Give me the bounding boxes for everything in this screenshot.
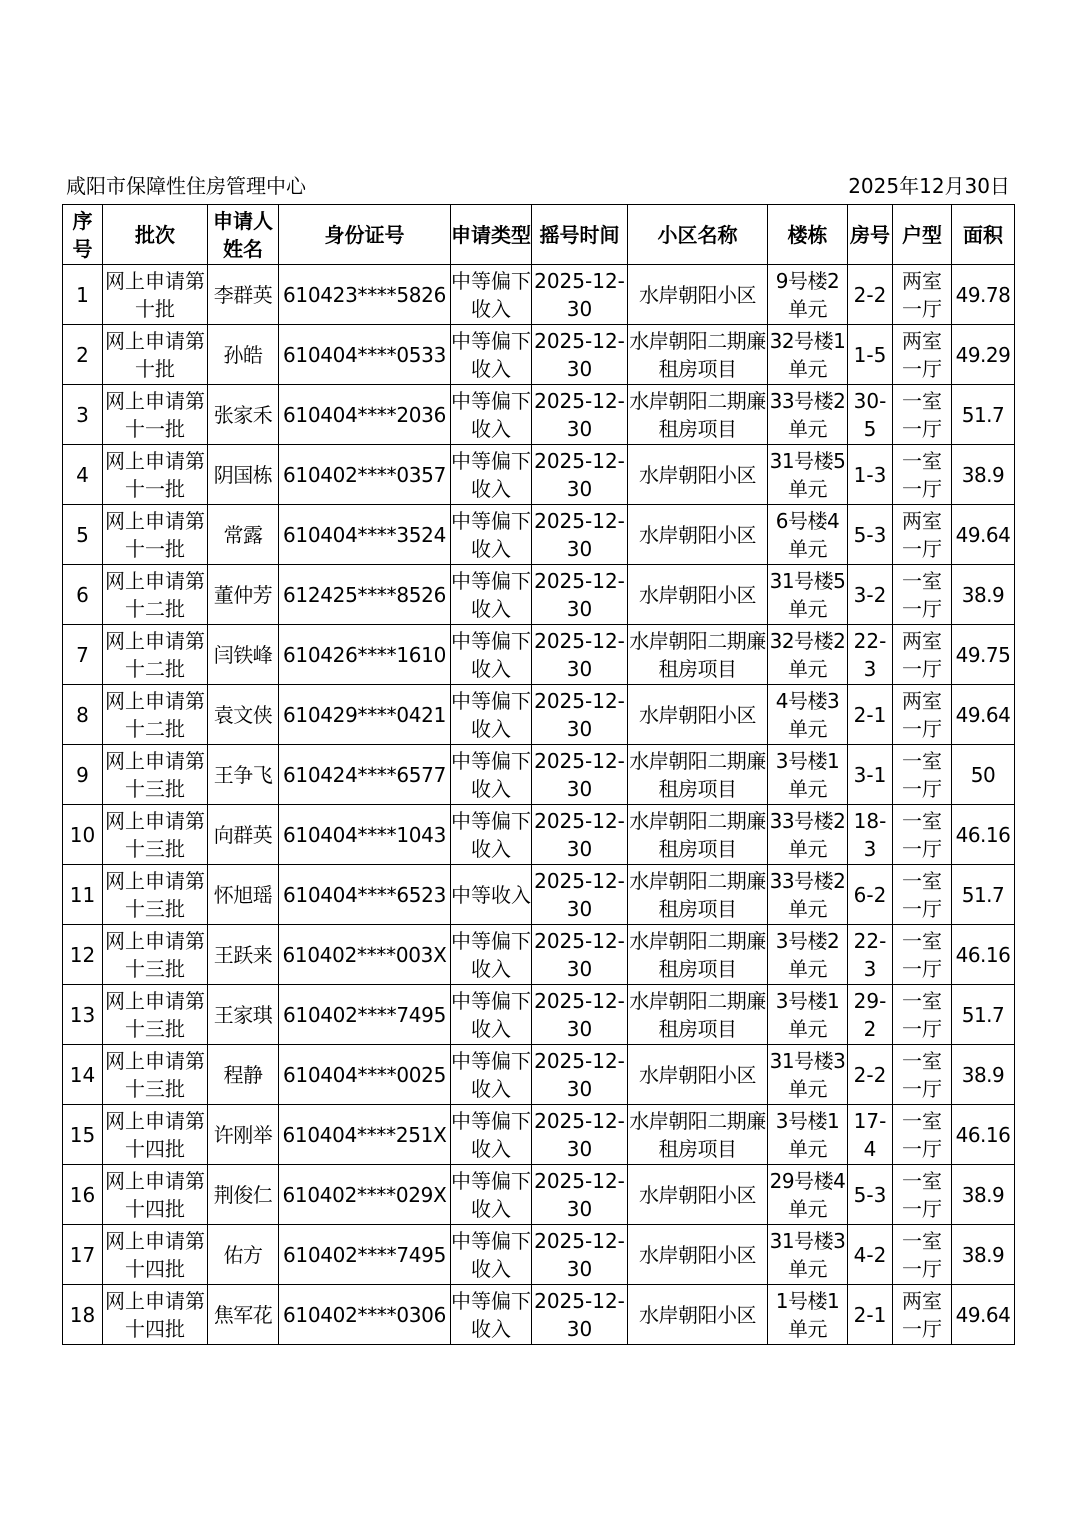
cell-layout: 一室一厅 — [893, 1165, 952, 1225]
cell-applicant: 张家禾 — [208, 385, 279, 445]
cell-applicant: 怀旭瑶 — [208, 865, 279, 925]
cell-room: 5-3 — [848, 1165, 893, 1225]
cell-room: 1-3 — [848, 445, 893, 505]
cell-batch: 网上申请第十三批 — [103, 865, 208, 925]
cell-lottery-time: 2025-12-30 — [532, 925, 628, 985]
table-row — [63, 445, 1015, 505]
cell-seq: 1 — [63, 265, 103, 325]
cell-apply-type: 中等偏下收入 — [451, 745, 532, 805]
cell-seq: 7 — [63, 625, 103, 685]
cell-lottery-time: 2025-12-30 — [532, 1105, 628, 1165]
cell-id-number: 610429****0421 — [279, 685, 451, 745]
cell-id-number: 610402****0357 — [279, 445, 451, 505]
cell-area: 49.29 — [952, 325, 1015, 385]
column-header-community: 小区名称 — [628, 205, 768, 265]
table-row — [63, 1105, 1015, 1165]
cell-building: 32号楼1单元 — [768, 325, 848, 385]
cell-applicant: 焦军花 — [208, 1285, 279, 1345]
cell-applicant: 常露 — [208, 505, 279, 565]
cell-seq: 10 — [63, 805, 103, 865]
cell-applicant: 王跃来 — [208, 925, 279, 985]
table-body — [63, 265, 1015, 1345]
cell-apply-type: 中等偏下收入 — [451, 1225, 532, 1285]
cell-lottery-time: 2025-12-30 — [532, 565, 628, 625]
column-header-area: 面积 — [952, 205, 1015, 265]
cell-id-number: 610404****0025 — [279, 1045, 451, 1105]
cell-community: 水岸朝阳二期廉租房项目 — [628, 625, 768, 685]
cell-applicant: 阴国栋 — [208, 445, 279, 505]
cell-apply-type: 中等偏下收入 — [451, 1165, 532, 1225]
cell-layout: 两室一厅 — [893, 325, 952, 385]
table-header-row — [63, 205, 1015, 265]
cell-layout: 一室一厅 — [893, 565, 952, 625]
cell-area: 50 — [952, 745, 1015, 805]
cell-id-number: 610404****0533 — [279, 325, 451, 385]
column-header-apply-type: 申请类型 — [451, 205, 532, 265]
cell-id-number: 610426****1610 — [279, 625, 451, 685]
table-row — [63, 865, 1015, 925]
cell-room: 18-3 — [848, 805, 893, 865]
cell-layout: 一室一厅 — [893, 1045, 952, 1105]
cell-batch: 网上申请第十三批 — [103, 745, 208, 805]
cell-lottery-time: 2025-12-30 — [532, 985, 628, 1045]
cell-seq: 6 — [63, 565, 103, 625]
column-header-building: 楼栋 — [768, 205, 848, 265]
cell-layout: 一室一厅 — [893, 865, 952, 925]
cell-id-number: 610402****0306 — [279, 1285, 451, 1345]
cell-building: 31号楼3单元 — [768, 1045, 848, 1105]
cell-apply-type: 中等收入 — [451, 865, 532, 925]
cell-batch: 网上申请第十四批 — [103, 1105, 208, 1165]
cell-area: 51.7 — [952, 385, 1015, 445]
cell-room: 2-1 — [848, 1285, 893, 1345]
housing-allocation-table — [62, 204, 1015, 1345]
cell-applicant: 闫铁峰 — [208, 625, 279, 685]
cell-community: 水岸朝阳二期廉租房项目 — [628, 745, 768, 805]
cell-community: 水岸朝阳二期廉租房项目 — [628, 985, 768, 1045]
cell-community: 水岸朝阳小区 — [628, 265, 768, 325]
table-row — [63, 325, 1015, 385]
cell-layout: 一室一厅 — [893, 445, 952, 505]
cell-lottery-time: 2025-12-30 — [532, 745, 628, 805]
table-row — [63, 1045, 1015, 1105]
cell-id-number: 610404****2036 — [279, 385, 451, 445]
cell-building: 32号楼2单元 — [768, 625, 848, 685]
cell-room: 5-3 — [848, 505, 893, 565]
cell-community: 水岸朝阳小区 — [628, 445, 768, 505]
cell-applicant: 孙皓 — [208, 325, 279, 385]
column-header-room: 房号 — [848, 205, 893, 265]
cell-lottery-time: 2025-12-30 — [532, 385, 628, 445]
cell-apply-type: 中等偏下收入 — [451, 1045, 532, 1105]
cell-room: 30-5 — [848, 385, 893, 445]
cell-id-number: 610404****1043 — [279, 805, 451, 865]
cell-id-number: 610404****251X — [279, 1105, 451, 1165]
cell-seq: 9 — [63, 745, 103, 805]
cell-area: 49.64 — [952, 1285, 1015, 1345]
cell-batch: 网上申请第十四批 — [103, 1165, 208, 1225]
cell-applicant: 程静 — [208, 1045, 279, 1105]
cell-lottery-time: 2025-12-30 — [532, 325, 628, 385]
cell-applicant: 佑方 — [208, 1225, 279, 1285]
cell-area: 38.9 — [952, 445, 1015, 505]
cell-room: 22-3 — [848, 625, 893, 685]
cell-community: 水岸朝阳二期廉租房项目 — [628, 805, 768, 865]
cell-layout: 一室一厅 — [893, 805, 952, 865]
cell-apply-type: 中等偏下收入 — [451, 925, 532, 985]
cell-batch: 网上申请第十三批 — [103, 925, 208, 985]
table-row — [63, 685, 1015, 745]
cell-lottery-time: 2025-12-30 — [532, 1165, 628, 1225]
cell-id-number: 610402****7495 — [279, 1225, 451, 1285]
cell-id-number: 610424****6577 — [279, 745, 451, 805]
cell-community: 水岸朝阳小区 — [628, 1165, 768, 1225]
cell-seq: 17 — [63, 1225, 103, 1285]
cell-batch: 网上申请第十批 — [103, 325, 208, 385]
cell-lottery-time: 2025-12-30 — [532, 805, 628, 865]
cell-area: 49.64 — [952, 685, 1015, 745]
cell-area: 38.9 — [952, 565, 1015, 625]
table-row — [63, 805, 1015, 865]
cell-apply-type: 中等偏下收入 — [451, 445, 532, 505]
cell-applicant: 向群英 — [208, 805, 279, 865]
cell-applicant: 李群英 — [208, 265, 279, 325]
cell-applicant: 王争飞 — [208, 745, 279, 805]
cell-building: 3号楼1单元 — [768, 745, 848, 805]
cell-community: 水岸朝阳小区 — [628, 565, 768, 625]
cell-building: 3号楼1单元 — [768, 1105, 848, 1165]
cell-community: 水岸朝阳小区 — [628, 685, 768, 745]
table-row — [63, 505, 1015, 565]
column-header-id-number: 身份证号 — [279, 205, 451, 265]
cell-batch: 网上申请第十四批 — [103, 1225, 208, 1285]
table-row — [63, 1285, 1015, 1345]
cell-apply-type: 中等偏下收入 — [451, 325, 532, 385]
cell-community: 水岸朝阳小区 — [628, 1225, 768, 1285]
cell-area: 38.9 — [952, 1165, 1015, 1225]
cell-id-number: 610402****029X — [279, 1165, 451, 1225]
cell-layout: 两室一厅 — [893, 685, 952, 745]
cell-batch: 网上申请第十一批 — [103, 385, 208, 445]
cell-batch: 网上申请第十一批 — [103, 505, 208, 565]
cell-building: 3号楼2单元 — [768, 925, 848, 985]
cell-id-number: 610404****6523 — [279, 865, 451, 925]
cell-building: 6号楼4单元 — [768, 505, 848, 565]
cell-building: 31号楼3单元 — [768, 1225, 848, 1285]
cell-apply-type: 中等偏下收入 — [451, 685, 532, 745]
cell-layout: 一室一厅 — [893, 985, 952, 1045]
cell-seq: 8 — [63, 685, 103, 745]
cell-apply-type: 中等偏下收入 — [451, 385, 532, 445]
cell-community: 水岸朝阳小区 — [628, 1045, 768, 1105]
cell-community: 水岸朝阳二期廉租房项目 — [628, 325, 768, 385]
cell-building: 31号楼5单元 — [768, 565, 848, 625]
cell-area: 51.7 — [952, 865, 1015, 925]
cell-seq: 4 — [63, 445, 103, 505]
cell-lottery-time: 2025-12-30 — [532, 865, 628, 925]
cell-lottery-time: 2025-12-30 — [532, 505, 628, 565]
cell-lottery-time: 2025-12-30 — [532, 1045, 628, 1105]
table-row — [63, 265, 1015, 325]
cell-area: 46.16 — [952, 805, 1015, 865]
table-row — [63, 1225, 1015, 1285]
cell-applicant: 荆俊仁 — [208, 1165, 279, 1225]
cell-layout: 两室一厅 — [893, 265, 952, 325]
cell-room: 6-2 — [848, 865, 893, 925]
cell-layout: 一室一厅 — [893, 385, 952, 445]
cell-lottery-time: 2025-12-30 — [532, 445, 628, 505]
cell-building: 9号楼2单元 — [768, 265, 848, 325]
cell-seq: 3 — [63, 385, 103, 445]
cell-building: 31号楼5单元 — [768, 445, 848, 505]
cell-seq: 15 — [63, 1105, 103, 1165]
cell-layout: 两室一厅 — [893, 505, 952, 565]
cell-room: 3-1 — [848, 745, 893, 805]
cell-community: 水岸朝阳小区 — [628, 1285, 768, 1345]
cell-seq: 18 — [63, 1285, 103, 1345]
cell-community: 水岸朝阳小区 — [628, 505, 768, 565]
cell-room: 22-3 — [848, 925, 893, 985]
cell-lottery-time: 2025-12-30 — [532, 625, 628, 685]
cell-layout: 两室一厅 — [893, 1285, 952, 1345]
cell-seq: 14 — [63, 1045, 103, 1105]
table-row — [63, 985, 1015, 1045]
cell-batch: 网上申请第十二批 — [103, 685, 208, 745]
column-header-applicant: 申请人姓名 — [208, 205, 279, 265]
table-row — [63, 1165, 1015, 1225]
cell-id-number: 612425****8526 — [279, 565, 451, 625]
cell-building: 1号楼1单元 — [768, 1285, 848, 1345]
cell-batch: 网上申请第十三批 — [103, 805, 208, 865]
cell-apply-type: 中等偏下收入 — [451, 1105, 532, 1165]
cell-building: 33号楼2单元 — [768, 385, 848, 445]
table-row — [63, 565, 1015, 625]
cell-area: 49.75 — [952, 625, 1015, 685]
cell-area: 46.16 — [952, 925, 1015, 985]
cell-room: 2-2 — [848, 265, 893, 325]
cell-apply-type: 中等偏下收入 — [451, 265, 532, 325]
cell-area: 49.78 — [952, 265, 1015, 325]
cell-batch: 网上申请第十批 — [103, 265, 208, 325]
cell-room: 2-2 — [848, 1045, 893, 1105]
cell-seq: 16 — [63, 1165, 103, 1225]
cell-building: 4号楼3单元 — [768, 685, 848, 745]
cell-room: 2-1 — [848, 685, 893, 745]
cell-id-number: 610402****003X — [279, 925, 451, 985]
cell-apply-type: 中等偏下收入 — [451, 1285, 532, 1345]
cell-seq: 2 — [63, 325, 103, 385]
cell-id-number: 610402****7495 — [279, 985, 451, 1045]
cell-area: 38.9 — [952, 1225, 1015, 1285]
cell-area: 38.9 — [952, 1045, 1015, 1105]
cell-batch: 网上申请第十一批 — [103, 445, 208, 505]
table-row — [63, 385, 1015, 445]
cell-applicant: 许刚举 — [208, 1105, 279, 1165]
cell-community: 水岸朝阳二期廉租房项目 — [628, 865, 768, 925]
cell-batch: 网上申请第十二批 — [103, 565, 208, 625]
cell-community: 水岸朝阳二期廉租房项目 — [628, 925, 768, 985]
cell-layout: 一室一厅 — [893, 1225, 952, 1285]
cell-layout: 一室一厅 — [893, 925, 952, 985]
cell-apply-type: 中等偏下收入 — [451, 565, 532, 625]
cell-applicant: 董仲芳 — [208, 565, 279, 625]
column-header-seq: 序号 — [63, 205, 103, 265]
cell-building: 33号楼2单元 — [768, 805, 848, 865]
cell-batch: 网上申请第十三批 — [103, 985, 208, 1045]
cell-seq: 13 — [63, 985, 103, 1045]
cell-batch: 网上申请第十四批 — [103, 1285, 208, 1345]
cell-id-number: 610404****3524 — [279, 505, 451, 565]
cell-layout: 一室一厅 — [893, 745, 952, 805]
cell-building: 29号楼4单元 — [768, 1165, 848, 1225]
cell-lottery-time: 2025-12-30 — [532, 1285, 628, 1345]
cell-batch: 网上申请第十二批 — [103, 625, 208, 685]
cell-apply-type: 中等偏下收入 — [451, 505, 532, 565]
cell-seq: 5 — [63, 505, 103, 565]
column-header-layout: 户型 — [893, 205, 952, 265]
column-header-batch: 批次 — [103, 205, 208, 265]
column-header-lottery-time: 摇号时间 — [532, 205, 628, 265]
table-row — [63, 925, 1015, 985]
cell-seq: 11 — [63, 865, 103, 925]
cell-applicant: 王家琪 — [208, 985, 279, 1045]
table-row — [63, 745, 1015, 805]
cell-id-number: 610423****5826 — [279, 265, 451, 325]
cell-layout: 两室一厅 — [893, 625, 952, 685]
cell-room: 17-4 — [848, 1105, 893, 1165]
cell-area: 46.16 — [952, 1105, 1015, 1165]
cell-lottery-time: 2025-12-30 — [532, 265, 628, 325]
organization-name: 咸阳市保障性住房管理中心 — [66, 174, 306, 198]
cell-batch: 网上申请第十三批 — [103, 1045, 208, 1105]
cell-building: 33号楼2单元 — [768, 865, 848, 925]
cell-community: 水岸朝阳二期廉租房项目 — [628, 1105, 768, 1165]
cell-apply-type: 中等偏下收入 — [451, 985, 532, 1045]
document-date: 2025年12月30日 — [848, 174, 1010, 198]
cell-lottery-time: 2025-12-30 — [532, 1225, 628, 1285]
cell-seq: 12 — [63, 925, 103, 985]
cell-lottery-time: 2025-12-30 — [532, 685, 628, 745]
cell-room: 4-2 — [848, 1225, 893, 1285]
cell-area: 51.7 — [952, 985, 1015, 1045]
cell-room: 3-2 — [848, 565, 893, 625]
cell-community: 水岸朝阳二期廉租房项目 — [628, 385, 768, 445]
cell-building: 3号楼1单元 — [768, 985, 848, 1045]
cell-room: 1-5 — [848, 325, 893, 385]
cell-layout: 一室一厅 — [893, 1105, 952, 1165]
cell-apply-type: 中等偏下收入 — [451, 625, 532, 685]
cell-apply-type: 中等偏下收入 — [451, 805, 532, 865]
cell-room: 29-2 — [848, 985, 893, 1045]
cell-applicant: 袁文侠 — [208, 685, 279, 745]
table-row — [63, 625, 1015, 685]
cell-area: 49.64 — [952, 505, 1015, 565]
